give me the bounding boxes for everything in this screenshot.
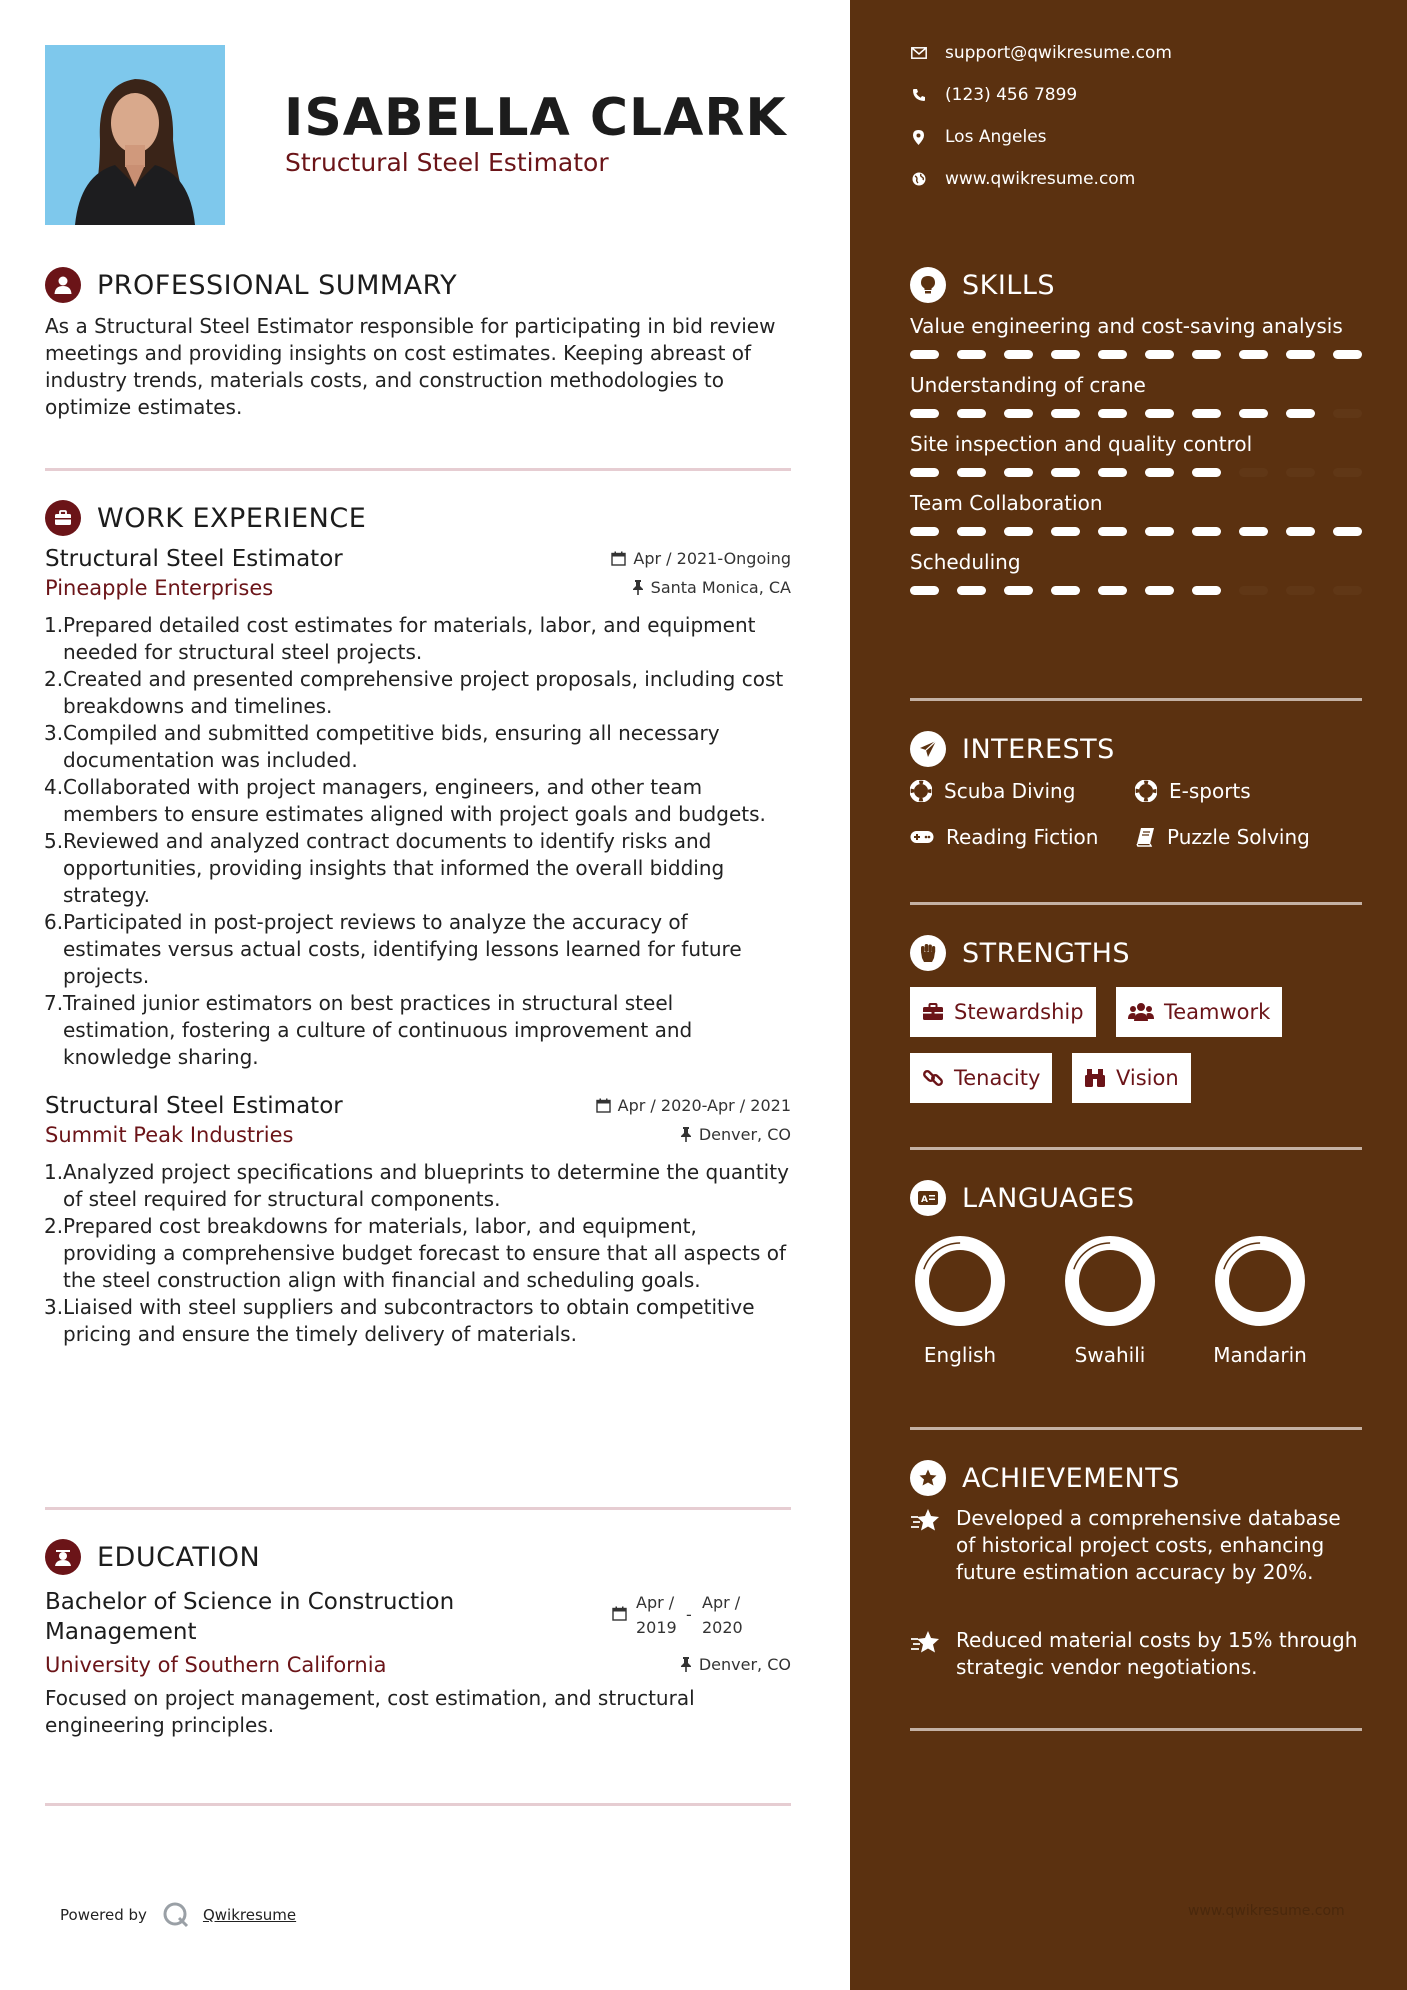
divider [45, 1507, 791, 1510]
divider [910, 902, 1362, 905]
rating-dash [1333, 350, 1362, 359]
degree-title: Bachelor of Science in Construction Management [45, 1589, 455, 1645]
job-dates: Apr / 2020-Apr / 2021 [596, 1096, 791, 1115]
rating-dash [1051, 409, 1080, 418]
skills-section [910, 265, 1362, 608]
list-item: 2. Prepared cost breakdowns for materials, labor, and equipment, providing a comprehensive budget forecast to ensure that all aspects of the steel construction align with financial and scheduling goals. [44, 1214, 787, 1292]
skills-heading: SKILLS [962, 269, 1056, 301]
rating-dash [1145, 409, 1174, 418]
strength-chip: Stewardship [910, 987, 1096, 1037]
fist-icon [910, 935, 946, 971]
interests-section [910, 729, 1362, 769]
rating-dash [1286, 468, 1315, 477]
footer-powered-by: Powered by Qwikresume [60, 1900, 296, 1930]
list-item: 1. Analyzed project specifications and blueprints to determine the quantity of steel required for structural components. [44, 1160, 789, 1211]
profile-photo [45, 45, 225, 225]
rating-dash [1004, 586, 1033, 595]
rating-dash [957, 468, 986, 477]
rating-dash [1192, 527, 1221, 536]
star-badge-icon [910, 1460, 946, 1496]
skill-rating [910, 409, 1362, 418]
job-entry [45, 546, 791, 1071]
language-item [1050, 1233, 1170, 1367]
education-heading: EDUCATION [97, 1541, 261, 1573]
divider [910, 698, 1362, 701]
qwikresume-link[interactable]: Qwikresume [202, 1906, 297, 1924]
summary-heading: PROFESSIONAL SUMMARY [97, 269, 458, 301]
rating-dash [1192, 350, 1221, 359]
education-dates: Apr / 2019 - Apr / 2020 [612, 1590, 752, 1640]
calendar-icon [596, 1098, 611, 1113]
rating-dash [1098, 527, 1127, 536]
rating-dash [1333, 586, 1362, 595]
rating-dash [1004, 527, 1033, 536]
graduate-icon [45, 1539, 81, 1575]
rating-dash [957, 350, 986, 359]
binoculars-icon [1084, 1068, 1106, 1088]
job-location: Santa Monica, CA [632, 578, 791, 597]
rating-dash [1145, 350, 1174, 359]
list-item: 6. Participated in post-project reviews to analyze the accuracy of estimates versus actual costs, identifying lessons learned for future projects. [44, 910, 742, 988]
rating-dash [1098, 409, 1127, 418]
rating-dash [1286, 350, 1315, 359]
education-description: Focused on project management, cost estimation, and structural engineering principles. [45, 1686, 695, 1737]
rating-dash [910, 468, 939, 477]
rating-dash [910, 409, 939, 418]
rating-dash [1051, 468, 1080, 477]
rating-dash [910, 527, 939, 536]
interest-item: E-sports [1135, 779, 1251, 803]
rating-dash [1192, 468, 1221, 477]
rating-dash [1286, 527, 1315, 536]
language-level-ring [1062, 1233, 1158, 1329]
briefcase-icon [45, 500, 81, 536]
interest-item: Reading Fiction [910, 825, 1098, 849]
lightbulb-icon [910, 267, 946, 303]
job-entry [45, 1093, 791, 1348]
strengths-section [910, 933, 1362, 973]
rating-dash [1286, 409, 1315, 418]
skill-name: Scheduling [910, 550, 1021, 574]
summary-section [45, 265, 791, 421]
map-pin-icon [913, 130, 924, 145]
achievements-section [910, 1458, 1362, 1498]
interest-item: Scuba Diving [910, 779, 1075, 803]
user-icon [45, 267, 81, 303]
languages-heading: LANGUAGES [962, 1182, 1135, 1214]
school-location: Denver, CO [680, 1655, 791, 1674]
rating-dash [1004, 468, 1033, 477]
skill-rating [910, 527, 1362, 536]
svg-text:A: A [921, 1195, 928, 1205]
pin-icon [680, 1657, 692, 1672]
contact-email: support@qwikresume.com [910, 43, 1172, 63]
job-title: Structural Steel Estimator [45, 546, 343, 572]
translate-icon [910, 1180, 946, 1216]
language-name: Swahili [1074, 1343, 1146, 1367]
list-item: 2. Created and presented comprehensive project proposals, including cost breakdowns and timelines. [44, 667, 784, 718]
phone-icon [912, 88, 926, 102]
candidate-title: Structural Steel Estimator [285, 148, 609, 177]
lifebuoy-icon [1135, 780, 1157, 802]
achievement-item: Developed a comprehensive database of historical project costs, enhancing future estimation accuracy by 20%. [910, 1505, 1362, 1586]
list-item: 3. Compiled and submitted competitive bids, ensuring all necessary documentation was included. [44, 721, 720, 772]
qwikresume-logo-icon [161, 1900, 191, 1930]
list-item: 3. Liaised with steel suppliers and subcontractors to obtain competitive pricing and ensure the timely delivery of materials. [44, 1295, 755, 1346]
skill-name: Team Collaboration [910, 491, 1103, 515]
skill-item [910, 490, 1362, 536]
gamepad-icon [910, 829, 934, 845]
rating-dash [1145, 468, 1174, 477]
skill-item [910, 549, 1362, 595]
star-icon [910, 1507, 942, 1535]
pin-icon [632, 580, 644, 595]
candidate-name: ISABELLA CLARK [284, 88, 787, 148]
users-icon [1128, 1002, 1154, 1022]
rating-dash [1192, 409, 1221, 418]
rating-dash [1333, 409, 1362, 418]
language-name: English [923, 1343, 997, 1367]
rating-dash [1239, 586, 1268, 595]
sidebar [850, 0, 1407, 1990]
school-name: University of Southern California [45, 1653, 387, 1677]
strengths-heading: STRENGTHS [962, 937, 1131, 969]
rating-dash [1051, 527, 1080, 536]
skill-rating [910, 350, 1362, 359]
skill-name: Site inspection and quality control [910, 432, 1253, 456]
rating-dash [1239, 468, 1268, 477]
strength-chip: Teamwork [1116, 987, 1282, 1037]
language-item [900, 1233, 1020, 1367]
skill-item [910, 313, 1362, 359]
language-item [1200, 1233, 1320, 1367]
company-name: Summit Peak Industries [45, 1123, 294, 1147]
interest-item: Puzzle Solving [1135, 825, 1310, 849]
rating-dash [1239, 527, 1268, 536]
rating-dash [957, 586, 986, 595]
skill-item [910, 372, 1362, 418]
divider [910, 1147, 1362, 1150]
strength-chip: Vision [1072, 1053, 1191, 1103]
lifebuoy-icon [910, 780, 932, 802]
rating-dash [1004, 350, 1033, 359]
rating-dash [1098, 586, 1127, 595]
achievement-item: Reduced material costs by 15% through strategic vendor negotiations. [910, 1627, 1362, 1681]
rating-dash [910, 586, 939, 595]
divider [45, 1803, 791, 1806]
contact-phone: (123) 456 7899 [910, 85, 1077, 105]
company-name: Pineapple Enterprises [45, 576, 274, 600]
rating-dash [1239, 409, 1268, 418]
strength-chip: Tenacity [910, 1053, 1052, 1103]
rating-dash [1333, 468, 1362, 477]
language-level-ring [1212, 1233, 1308, 1329]
divider [910, 1728, 1362, 1731]
education-section [45, 1537, 791, 1739]
skill-item [910, 431, 1362, 477]
divider [910, 1427, 1362, 1430]
calendar-icon [611, 551, 626, 566]
star-icon [910, 1629, 942, 1657]
rating-dash [1145, 527, 1174, 536]
globe-icon [912, 172, 926, 186]
rating-dash [1098, 468, 1127, 477]
skill-rating [910, 586, 1362, 595]
rating-dash [1098, 350, 1127, 359]
link-icon [922, 1067, 944, 1089]
rating-dash [1051, 350, 1080, 359]
rating-dash [1051, 586, 1080, 595]
experience-heading: WORK EXPERIENCE [97, 502, 367, 534]
list-item: 1. Prepared detailed cost estimates for materials, labor, and equipment needed for structural steel projects. [44, 613, 756, 664]
footer-watermark: www.qwikresume.com [1188, 1903, 1345, 1919]
skills-list [910, 313, 1362, 595]
job-bullets [45, 612, 791, 1071]
job-title: Structural Steel Estimator [45, 1093, 343, 1119]
rating-dash [1145, 586, 1174, 595]
experience-section [45, 498, 791, 1348]
rating-dash [1286, 586, 1315, 595]
book-icon [1135, 827, 1155, 847]
rating-dash [910, 350, 939, 359]
list-item: 5. Reviewed and analyzed contract documents to identify risks and opportunities, providing insights that informed the overall bidding strategy. [44, 829, 725, 907]
envelope-icon [911, 47, 927, 59]
rating-dash [957, 527, 986, 536]
contact-location: Los Angeles [910, 127, 1047, 147]
divider [45, 468, 791, 471]
rating-dash [1004, 409, 1033, 418]
list-item: 4. Collaborated with project managers, engineers, and other team members to ensure estimates aligned with project goals and budgets. [44, 775, 766, 826]
contact-website: www.qwikresume.com [910, 169, 1135, 189]
rating-dash [1333, 527, 1362, 536]
summary-text: As a Structural Steel Estimator responsible for participating in bid review meetings and providing insights on cost estimates. Keeping abreast of industry trends, materials costs, and construction methodologies to optimize estimates. [45, 314, 776, 419]
skill-name: Understanding of crane [910, 373, 1146, 397]
rating-dash [1192, 586, 1221, 595]
list-item: 7. Trained junior estimators on best practices in structural steel estimation, fostering a culture of continuous improvement and knowledge sharing. [44, 991, 693, 1069]
paper-plane-icon [910, 731, 946, 767]
skill-rating [910, 468, 1362, 477]
job-bullets [45, 1159, 791, 1348]
briefcase-icon [922, 1003, 944, 1021]
language-name: Mandarin [1213, 1343, 1307, 1367]
language-level-ring [912, 1233, 1008, 1329]
pin-icon [680, 1127, 692, 1142]
interests-heading: INTERESTS [962, 733, 1115, 765]
skill-name: Value engineering and cost-saving analysis [910, 314, 1343, 338]
languages-section [910, 1178, 1362, 1218]
job-dates: Apr / 2021-Ongoing [611, 549, 791, 568]
achievements-heading: ACHIEVEMENTS [962, 1462, 1180, 1494]
calendar-icon [612, 1606, 627, 1621]
rating-dash [1239, 350, 1268, 359]
rating-dash [957, 409, 986, 418]
job-location: Denver, CO [680, 1125, 791, 1144]
